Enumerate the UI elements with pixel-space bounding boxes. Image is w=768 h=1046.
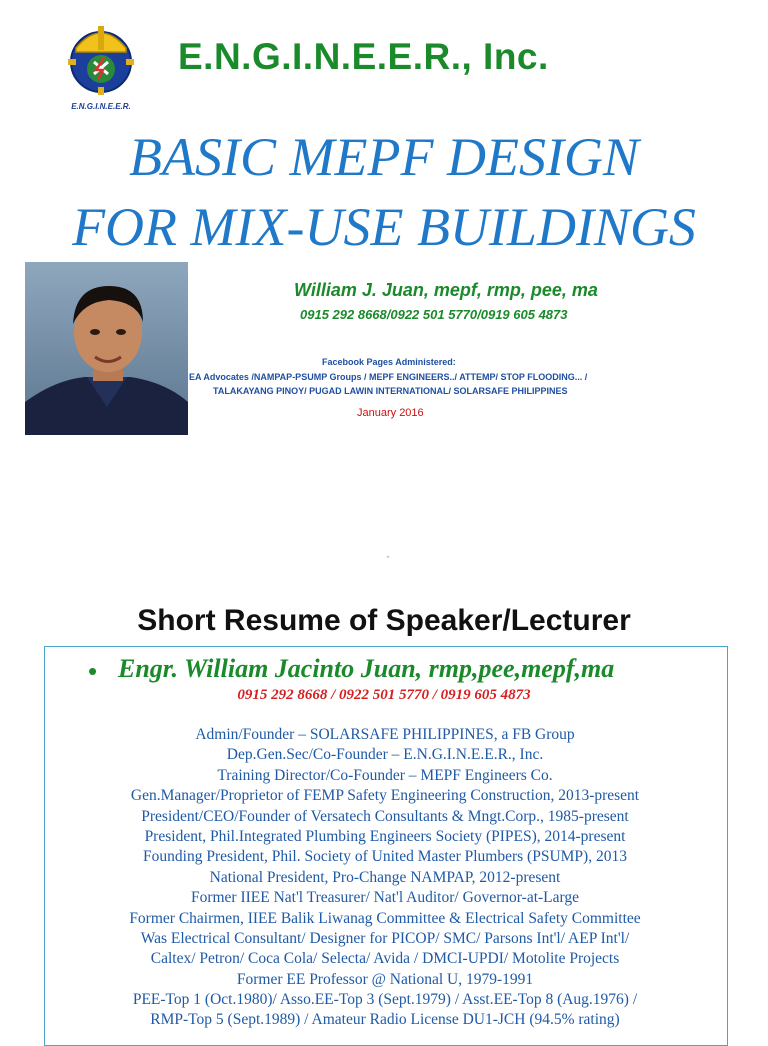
resume-line: Was Electrical Consultant/ Designer for PICOP/ SMC/ Parsons Int'l/ AEP Int'l/: [140, 929, 630, 947]
speaker-portrait: [25, 262, 188, 435]
stray-mark: ": [387, 556, 390, 563]
resume-line: Training Director/Co-Founder – MEPF Engineers Co.: [217, 766, 553, 784]
resume-line: Founding President, Phil. Society of United Master Plumbers (PSUMP), 2013: [143, 848, 627, 866]
resume-line: Caltex/ Petron/ Coca Cola/ Selecta/ Avida / DMCI-UPDI/ Motolite Projects: [150, 950, 620, 968]
resume-line: Gen.Manager/Proprietor of FEMP Safety Engineering Construction, 2013-present: [130, 787, 640, 805]
facebook-pages-line-1: EA Advocates /NAMPAP-PSUMP Groups / MEPF ENGINEERS../ ATTEMP/ STOP FLOODING... /: [189, 372, 588, 382]
resume-title: Short Resume of Speaker/Lecturer: [137, 604, 631, 637]
resume-line: Dep.Gen.Sec/Co-Founder – E.N.G.I.N.E.E.R., Inc.: [226, 746, 544, 764]
resume-phones: 0915 292 8668 / 0922 501 5770 / 0919 605 4873: [237, 687, 531, 703]
resume-line: Former Chairmen, IIEE Balik Liwanag Committee & Electrical Safety Committee: [129, 909, 641, 927]
bullet-icon: •: [88, 656, 98, 686]
slide-title-line-1: BASIC MEPF DESIGN: [129, 127, 639, 187]
resume-line: PEE-Top 1 (Oct.1980)/ Asso.EE-Top 3 (Sept.1979) / Asst.EE-Top 8 (Aug.1976) /: [132, 991, 638, 1009]
hardhat-gear-logo-icon: [58, 14, 144, 114]
resume-list: [40, 725, 730, 1031]
resume-line: President, Phil.Integrated Plumbing Engineers Society (PIPES), 2014-present: [144, 827, 626, 845]
company-name: E.N.G.I.N.E.E.R., Inc.: [178, 36, 549, 77]
speaker-name: William J. Juan, mepf, rmp, pee, ma: [294, 280, 598, 300]
presentation-date: January 2016: [357, 407, 424, 419]
resume-line: National President, Pro-Change NAMPAP, 2012-present: [209, 868, 561, 886]
resume-line: President/CEO/Founder of Versatech Consultants & Mngt.Corp., 1985-present: [141, 807, 629, 825]
facebook-pages-heading: Facebook Pages Administered:: [322, 357, 456, 367]
resume-name: Engr. William Jacinto Juan, rmp,pee,mepf,ma: [118, 654, 615, 683]
facebook-pages-line-2: TALAKAYANG PINOY/ PUGAD LAWIN INTERNATIONAL/ SOLARSAFE PHILIPPINES: [213, 386, 568, 396]
resume-line: RMP-Top 5 (Sept.1989) / Amateur Radio License DU1-JCH (94.5% rating): [150, 1011, 620, 1029]
speaker-phones: 0915 292 8668/0922 501 5770/0919 605 4873: [300, 307, 568, 322]
slide-title-line-2: FOR MIX-USE BUILDINGS: [72, 197, 696, 257]
resume-line: Former EE Professor @ National U, 1979-1991: [236, 970, 534, 988]
logo-text: E.N.G.I.N.E.E.R.: [71, 102, 131, 111]
resume-line: Admin/Founder – SOLARSAFE PHILIPPINES, a FB Group: [195, 726, 575, 743]
resume-line: Former IIEE Nat'l Treasurer/ Nat'l Auditor/ Governor-at-Large: [190, 889, 580, 907]
